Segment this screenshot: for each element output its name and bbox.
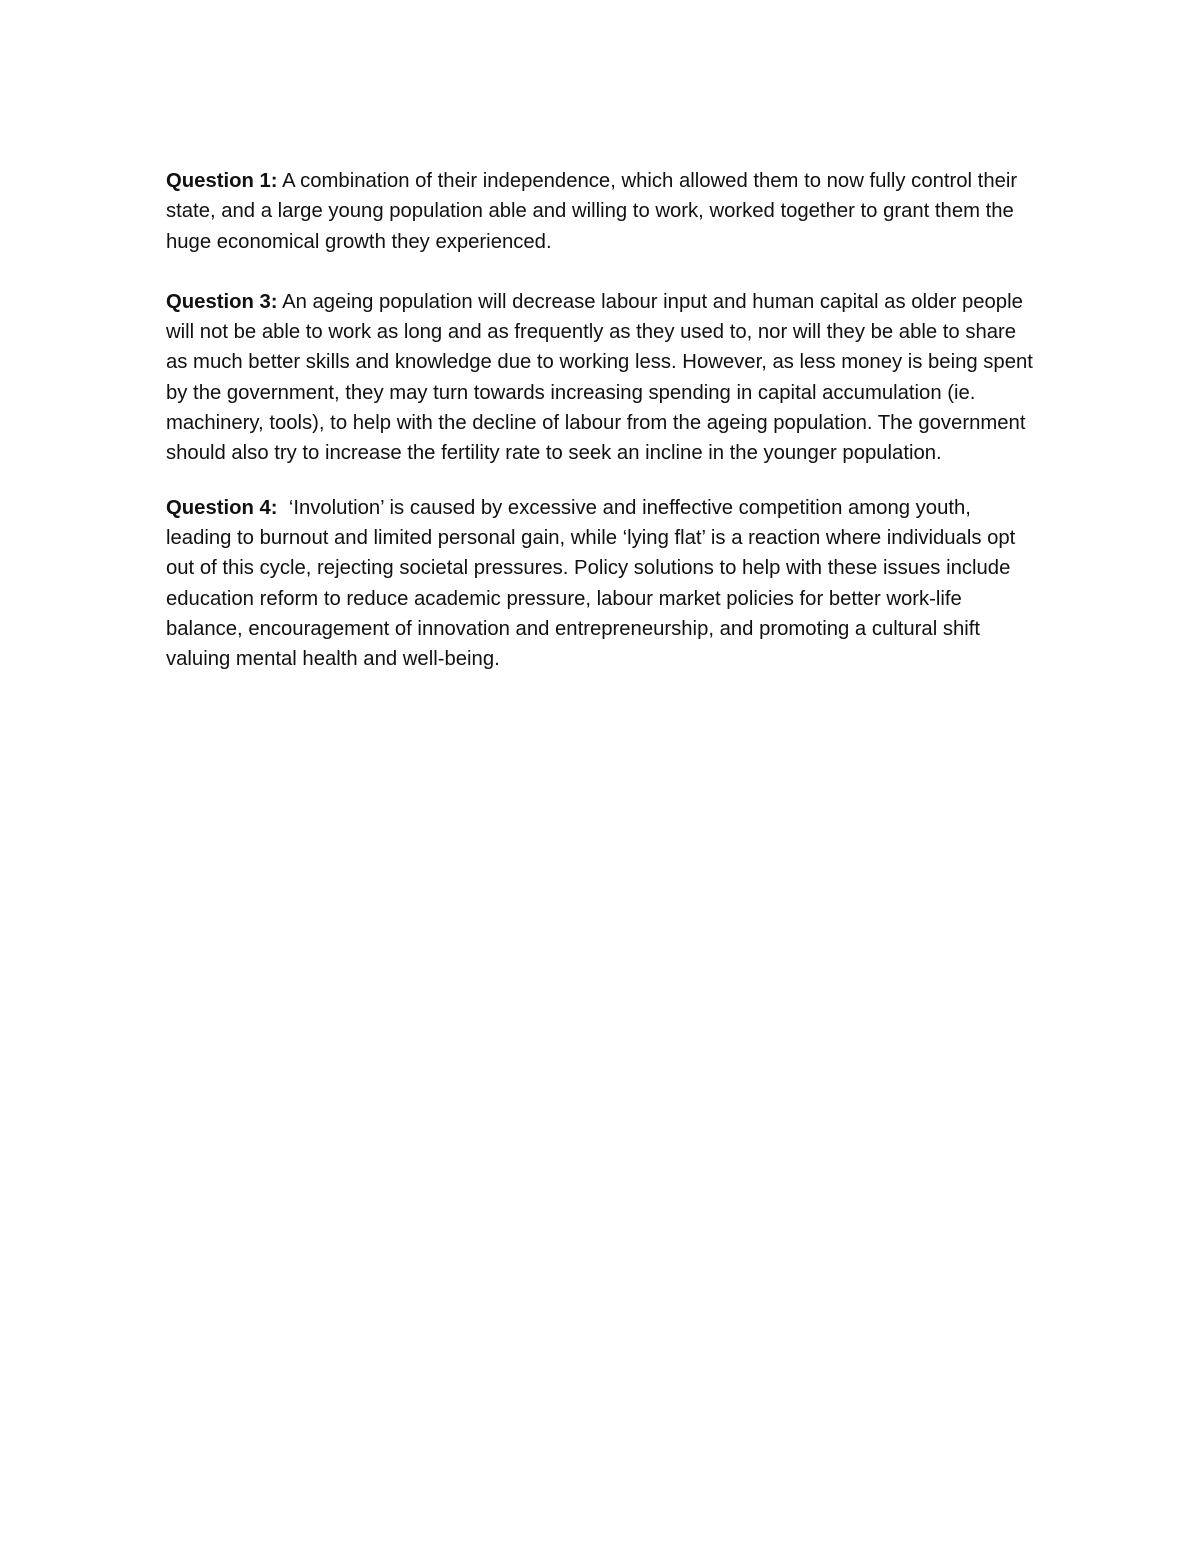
answer-question-1: [166, 166, 1036, 257]
question-3-text: An ageing population will decrease labour input and human capital as older people will not be able to work as long and as frequently as they used to, nor will they be able to share as much better skills and knowledge due to working less. However, as less money is being spent by the government, they may turn towards increasing spending in capital accumulation (ie. machinery, tools), to help with the decline of labour from the ageing population. The government should also try to increase the fertility rate to seek an incline in the younger population.: [166, 290, 1033, 465]
answer-question-3: [166, 287, 1036, 469]
question-4-text: ‘Involution’ is caused by excessive and ineffective competition among youth, leading to burnout and limited personal gain, while ‘lying flat’ is a reaction where individuals opt out of this cycle, rejecting societal pressures. Policy solutions to help with these issues include education reform to reduce academic pressure, labour market policies for better work-life balance, encouragement of innovation and entrepreneurship, and promoting a cultural shift valuing mental health and well-being.: [166, 496, 1021, 671]
question-4-label: Question 4:: [166, 496, 278, 519]
document-body: [166, 166, 1036, 674]
question-1-text: A combination of their independence, which allowed them to now fully control their state, and a large young population able and willing to work, worked together to grant them the huge economical growth they experienced.: [166, 170, 1018, 253]
question-1-label: Question 1:: [166, 170, 278, 192]
question-3-label: Question 3:: [166, 290, 278, 313]
answer-question-4: [166, 493, 1036, 675]
